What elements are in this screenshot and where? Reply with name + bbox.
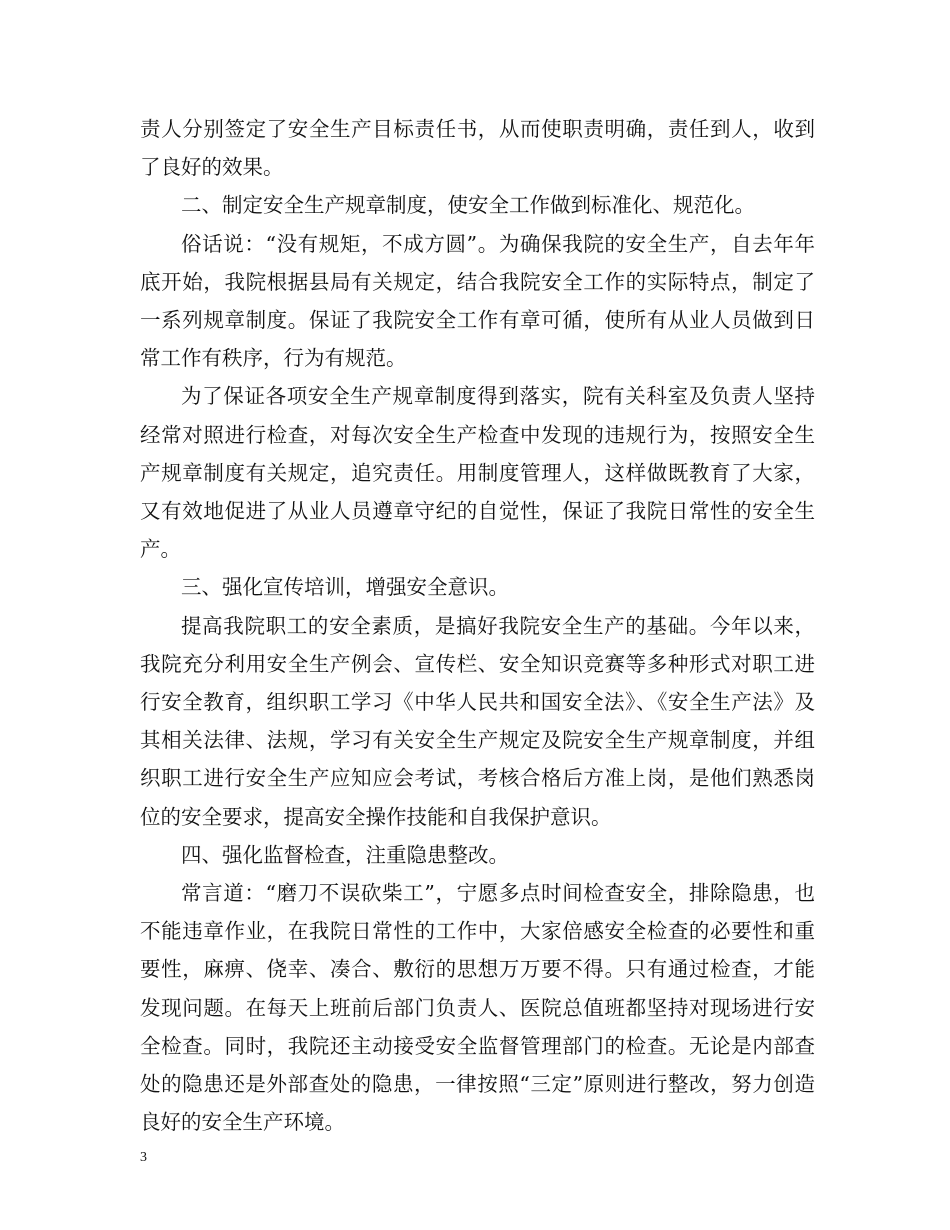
paragraph-4: 为了保证各项安全生产规章制度得到落实，院有关科室及负责人坚持经常对照进行检查，对每次安全生产检查中发现的违规行为，按照安全生产规章制度有关规定，追究责任。用制度管理人，这样做既教育了大家，又有效地促进了从业人员遵章守纪的自觉性，保证了我院日常性的安全生产。 (140, 384, 815, 562)
paragraph-1: 责人分别签定了安全生产目标责任书，从而使职责明确，责任到人，收到了良好的效果。 (140, 117, 815, 180)
document-body (140, 110, 815, 1141)
paragraph-8: 常言道：“磨刀不误砍柴工”，宁愿多点时间检查安全，排除隐患，也不能违章作业，在我院日常性的工作中，大家倍感安全检查的必要性和重要性，麻痹、侥幸、凑合、敷衍的思想万万要不得。只有通过检查，才能发现问题。在每天上班前后部门负责人、医院总值班都坚持对现场进行安全检查。同时，我院还主动接受安全监督管理部门的检查。无论是内部查处的隐患还是外部查处的隐患，一律按照“三定”原则进行整改，努力创造良好的安全生产环境。 (140, 881, 815, 1135)
paragraph-6: 提高我院职工的安全素质，是搞好我院安全生产的基础。今年以来，我院充分利用安全生产例会、宣传栏、安全知识竞赛等多种形式对职工进行安全教育，组织职工学习《中华人民共和国安全法》、《安全生产法》及其相关法律、法规，学习有关安全生产规定及院安全生产规章制度，并组织职工进行安全生产应知应会考试，考核合格后方准上岗，是他们熟悉岗位的安全要求，提高安全操作技能和自我保护意识。 (140, 613, 815, 829)
section-heading-2: 二、制定安全生产规章制度，使安全工作做到标准化、规范化。 (181, 193, 755, 218)
section-heading-4: 四、强化监督检查，注重隐患整改。 (181, 842, 509, 867)
section-heading-3: 三、强化宣传培训，增强安全意识。 (181, 575, 509, 600)
paragraph-3: 俗话说：“没有规矩，不成方圆”。为确保我院的安全生产，自去年年底开始，我院根据县局有关规定，结合我院安全工作的实际特点，制定了一系列规章制度。保证了我院安全工作有章可循，使所有从业人员做到日常工作有秩序，行为有规范。 (140, 231, 815, 371)
page-number: 3 (140, 1150, 147, 1165)
